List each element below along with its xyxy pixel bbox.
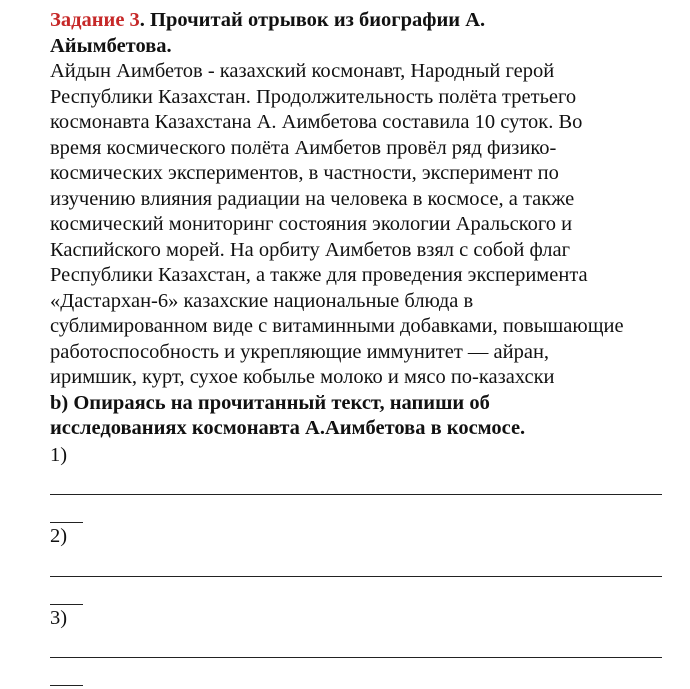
answer-field[interactable] [50, 550, 680, 605]
question [50, 391, 680, 442]
passage-line: сублимированном виде с витаминными добавками, повышающие [50, 315, 624, 337]
question-line: исследованиях космонавта А.Аимбетова в космосе. [50, 417, 526, 439]
passage-line: Республики Казахстан, а также для проведения эксперимента [50, 264, 588, 286]
answer-field[interactable] [50, 468, 680, 523]
passage-line: иримшик, курт, сухое кобылье молоко и мясо по-казахски [50, 366, 555, 388]
answer-number: 2) [50, 525, 68, 547]
task-title-text: . Прочитай отрывок из биографии А. [139, 9, 486, 31]
answer-rule-continuation [50, 685, 83, 686]
answer-rule [50, 657, 662, 658]
answer-field[interactable] [50, 631, 680, 686]
passage-line: Республики Казахстан. Продолжительность полёта третьего [50, 85, 577, 108]
passage-line: космонавта Казахстана А. Аимбетова составила 10 суток. Во [50, 111, 583, 133]
passage-line: работоспособность и укрепляющие иммунитет — айран, [50, 340, 550, 363]
answer-number: 1) [50, 443, 68, 466]
answer-1 [50, 443, 680, 524]
answer-rule [50, 494, 662, 495]
task-title [50, 8, 680, 34]
passage [50, 59, 680, 391]
answer-2 [50, 524, 680, 605]
answer-rule [50, 576, 662, 577]
answer-3 [50, 606, 680, 687]
answer-number: 3) [50, 606, 68, 629]
passage-line: Каспийского морей. На орбиту Аимбетов взял с собой флаг [50, 238, 571, 261]
passage-line: Айдын Аимбетов - казахский космонавт, Народный герой [50, 60, 555, 82]
task-label: Задание 3 [50, 9, 140, 31]
worksheet [50, 8, 680, 686]
task-title-line2: Айымбетова. [50, 34, 172, 57]
passage-line: «Дастархан-6» казахские национальные блюда в [50, 289, 474, 312]
passage-line: космический мониторинг состояния экологии Аральского и [50, 213, 573, 235]
passage-line: изучению влияния радиации на человека в космосе, а также [50, 187, 575, 210]
answer-rule-continuation [50, 604, 83, 605]
passage-line: космических экспериментов, в частности, эксперимент по [50, 162, 559, 184]
question-line: b) Опираясь на прочитанный текст, напиши об [50, 391, 490, 414]
answer-rule-continuation [50, 522, 83, 523]
passage-line: время космического полёта Аимбетов провёл ряд физико- [50, 136, 557, 159]
